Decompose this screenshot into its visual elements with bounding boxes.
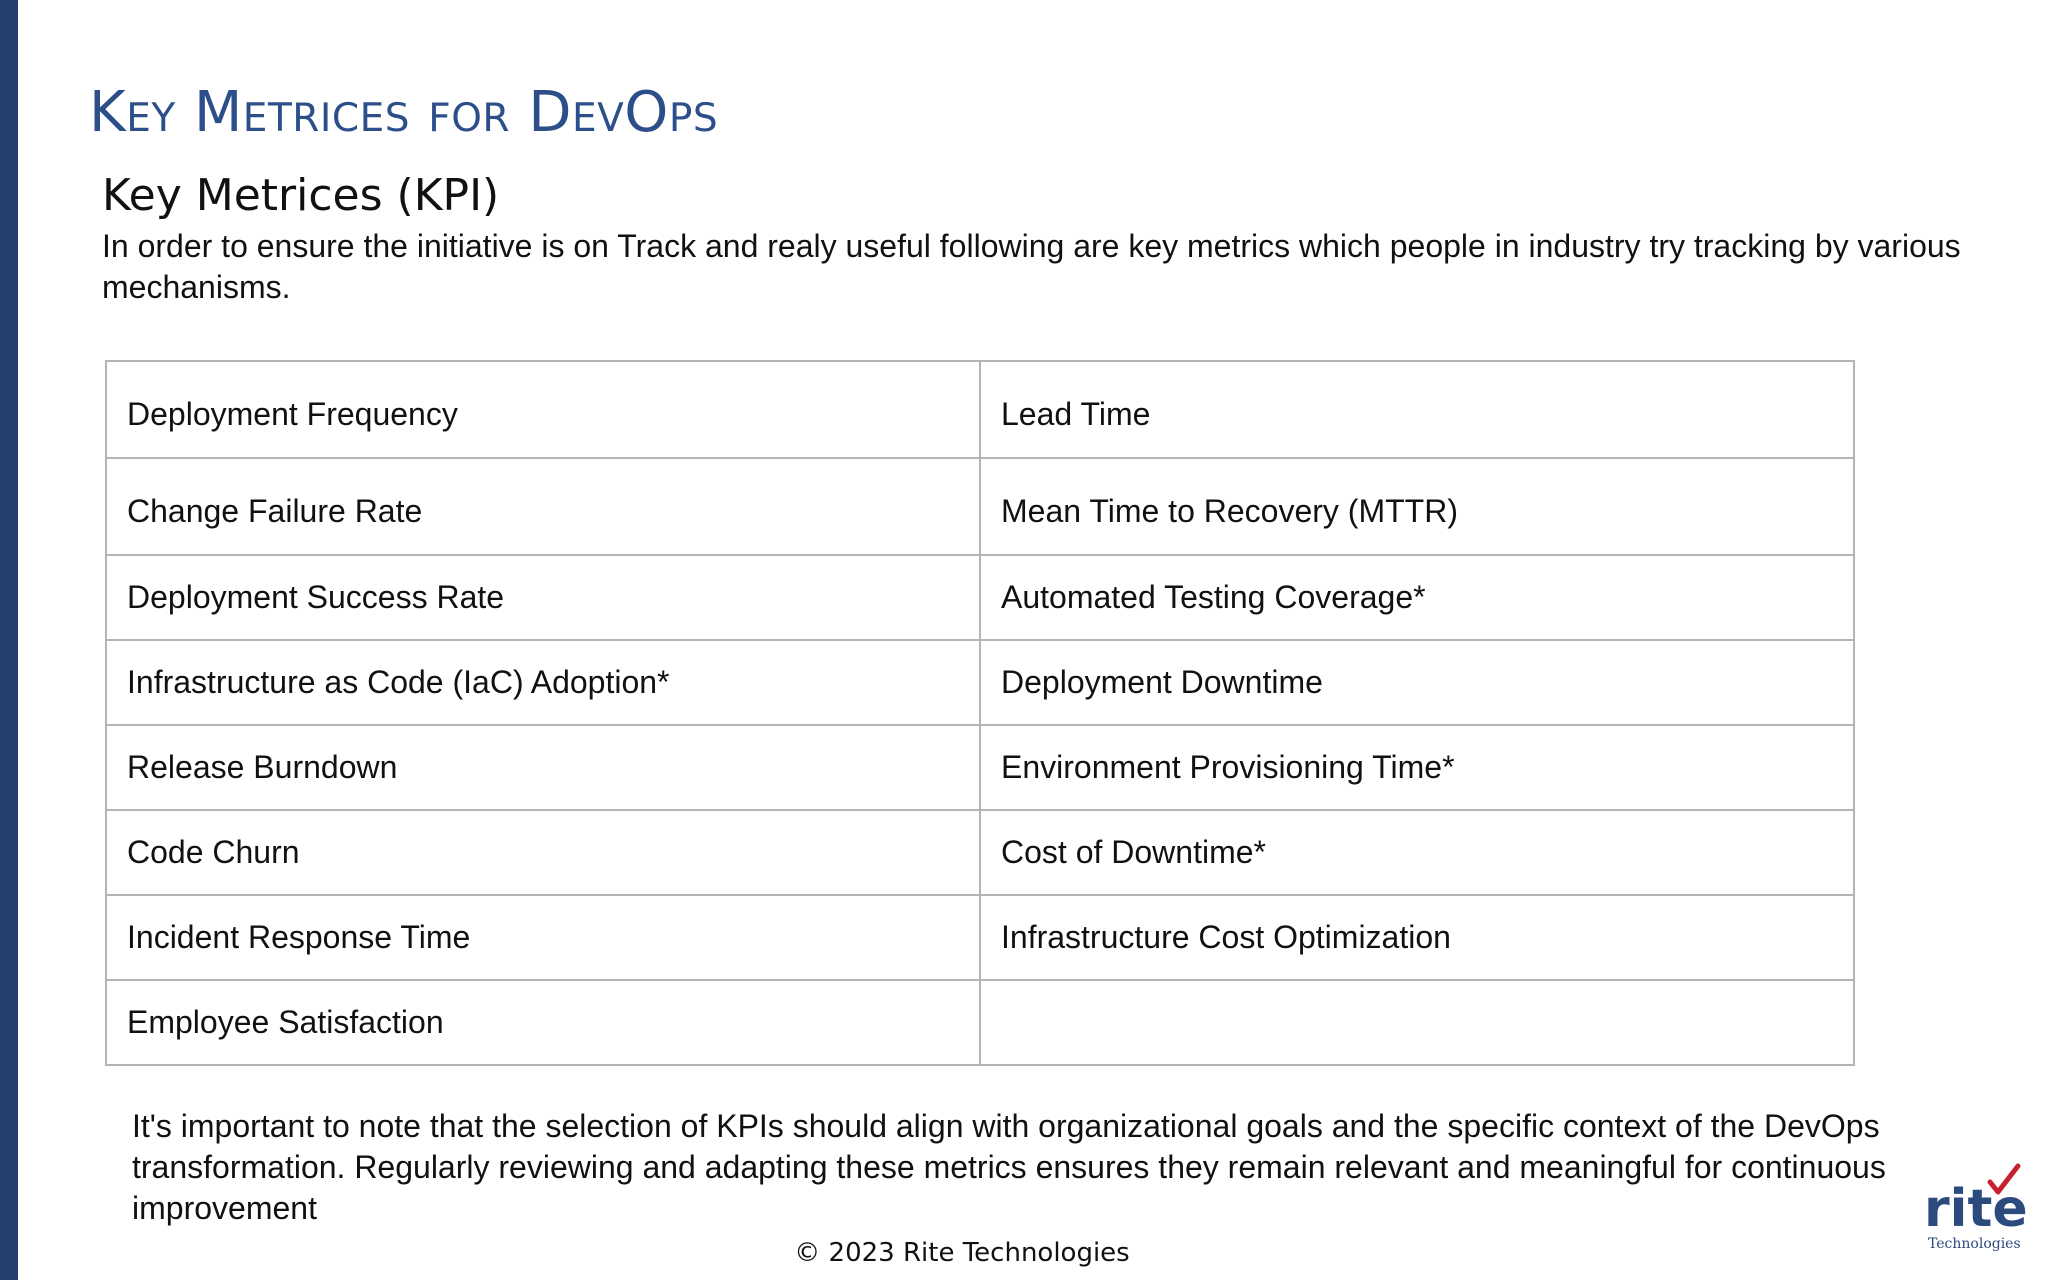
- table-cell: Infrastructure Cost Optimization: [980, 895, 1854, 980]
- table-cell: Automated Testing Coverage*: [980, 555, 1854, 640]
- table-cell: Infrastructure as Code (IaC) Adoption*: [106, 640, 980, 725]
- table-cell: Cost of Downtime*: [980, 810, 1854, 895]
- table-cell: Release Burndown: [106, 725, 980, 810]
- table-cell: Code Churn: [106, 810, 980, 895]
- table-cell: Environment Provisioning Time*: [980, 725, 1854, 810]
- logo-wordmark: rite: [1924, 1179, 2028, 1239]
- table-row: [106, 458, 1854, 555]
- table-row: [106, 810, 1854, 895]
- table-cell: Deployment Frequency: [106, 361, 980, 458]
- table-row: [106, 980, 1854, 1065]
- table-cell: Incident Response Time: [106, 895, 980, 980]
- table-row: [106, 361, 1854, 458]
- slide-title: Key Metrices for DevOps: [89, 80, 719, 145]
- table-cell: [980, 980, 1854, 1065]
- kpi-table: [105, 360, 1855, 1066]
- table-row: [106, 555, 1854, 640]
- table-cell: Deployment Success Rate: [106, 555, 980, 640]
- section-subtitle: Key Metrices (KPI): [102, 170, 500, 221]
- table-cell: Change Failure Rate: [106, 458, 980, 555]
- logo-tagline: Technologies: [1928, 1236, 2021, 1252]
- table-cell: Employee Satisfaction: [106, 980, 980, 1065]
- closing-note: It's important to note that the selection of KPIs should align with organizational goals and the specific context of the DevOps transformation. Regularly reviewing and adapting these metrics ensures they remain relevant and meaningful for continuous improvement: [132, 1108, 1886, 1226]
- table-cell: Deployment Downtime: [980, 640, 1854, 725]
- table-row: [106, 895, 1854, 980]
- table-row: [106, 725, 1854, 810]
- table-row: [106, 640, 1854, 725]
- intro-paragraph: In order to ensure the initiative is on Track and realy useful following are key metrics which people in industry try tracking by various mechanisms.: [102, 228, 1961, 305]
- table-cell: Lead Time: [980, 361, 1854, 458]
- left-accent-bar: [0, 0, 18, 1280]
- company-logo: [1918, 1162, 2028, 1262]
- table-cell: Mean Time to Recovery (MTTR): [980, 458, 1854, 555]
- copyright-footer: © 2023 Rite Technologies: [794, 1238, 1130, 1268]
